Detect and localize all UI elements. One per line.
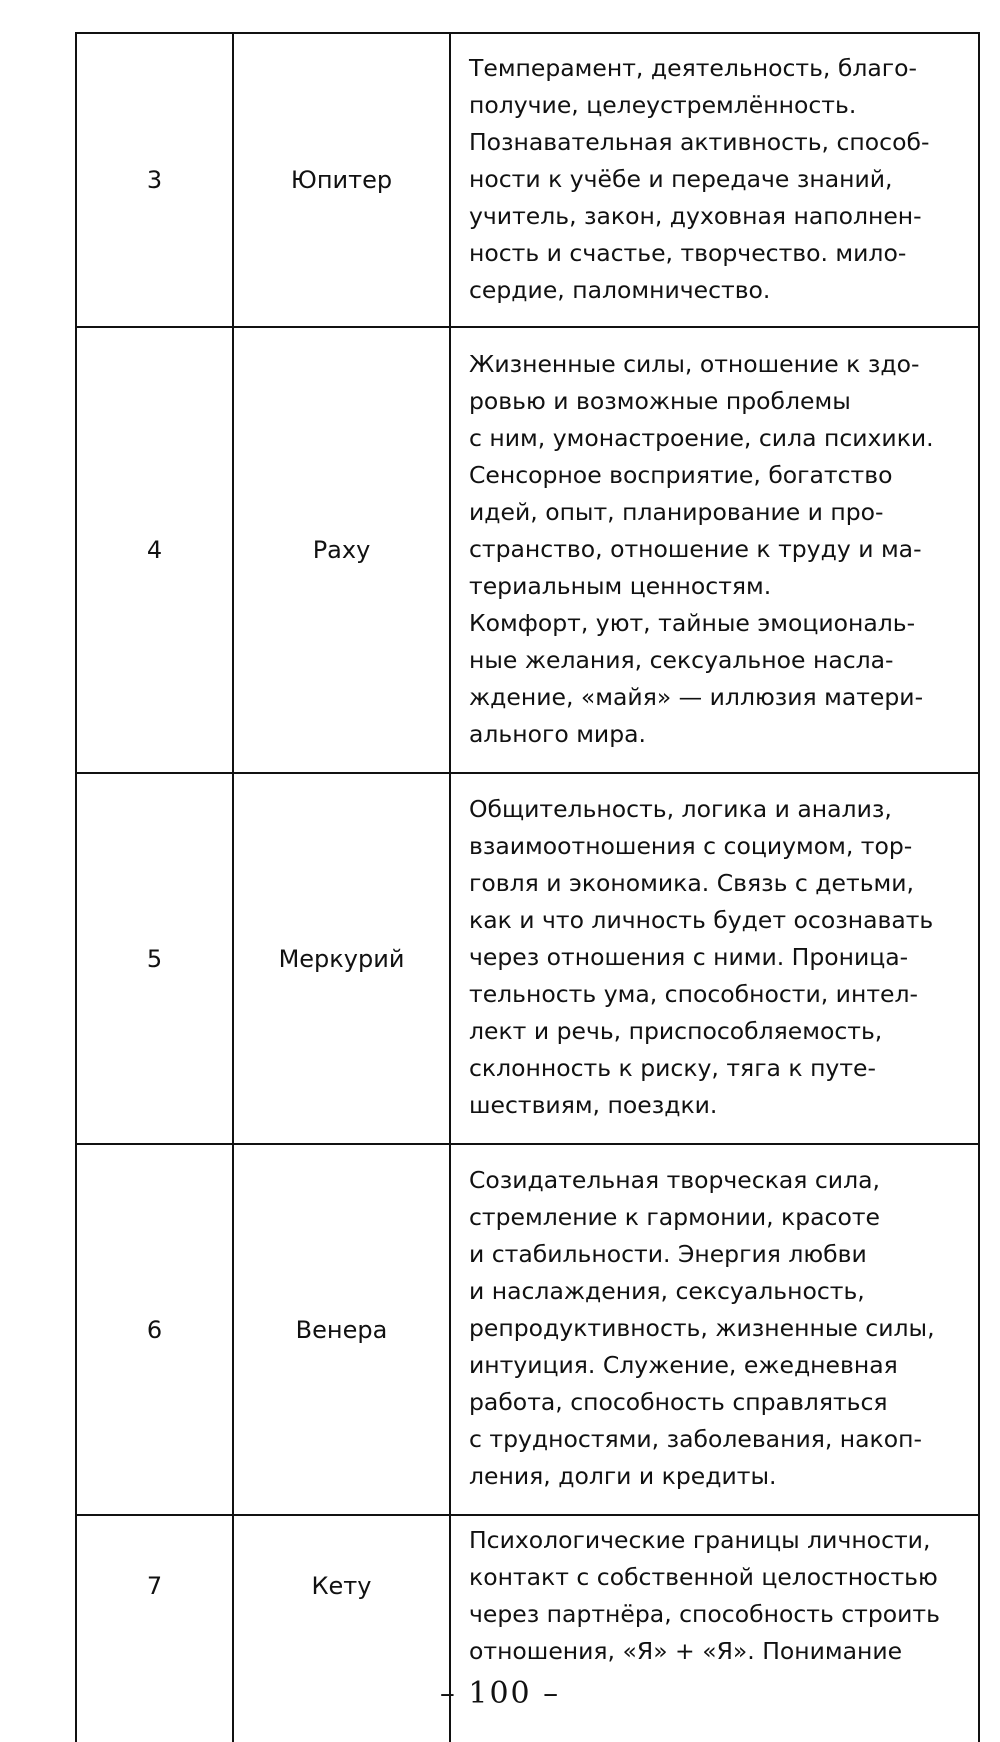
description-line: контакт с собственной целостностью	[469, 1563, 938, 1591]
description-line: через партнёра, способность строить	[469, 1600, 940, 1628]
description-line: через отношения с ними. Проница-	[469, 943, 909, 971]
planet-name: Меркурий	[233, 773, 450, 1144]
table-row	[76, 33, 979, 327]
description-line: тельность ума, способности, интел-	[469, 980, 918, 1008]
row-number: 5	[76, 773, 233, 1144]
description-line: Психологические границы личности,	[469, 1526, 931, 1554]
description-line: Сенсорное восприятие, богатство	[469, 460, 893, 489]
description-line: работа, способность справляться	[469, 1388, 888, 1416]
description-line: и стабильности. Энергия любви	[469, 1240, 867, 1268]
description-line: ности к учёбе и передаче знаний,	[469, 164, 893, 193]
description-line: и наслаждения, сексуальность,	[469, 1277, 865, 1305]
description-line: ждение, «майя» — иллюзия матери-	[469, 682, 924, 711]
description-line: склонность к риску, тяга к путе-	[469, 1054, 876, 1082]
description-line: как и что личность будет осознавать	[469, 906, 934, 934]
description-line: взаимоотношения с социумом, тор-	[469, 832, 913, 860]
description-line: сердие, паломничество.	[469, 275, 771, 304]
table-body	[76, 33, 979, 1742]
description-line: странство, отношение к труду и ма-	[469, 534, 922, 563]
description-line: отношения, «Я» + «Я». Понимание	[469, 1637, 903, 1665]
description-line: Общительность, логика и анализ,	[469, 795, 892, 823]
description-line: Познавательная активность, способ-	[469, 127, 930, 156]
description-line: говля и экономика. Связь с детьми,	[469, 869, 915, 897]
table-row	[76, 773, 979, 1144]
page-number: – 100 –	[439, 1676, 561, 1711]
planet-name: Раху	[233, 327, 450, 773]
row-number: 4	[76, 327, 233, 773]
planet-name: Венера	[233, 1144, 450, 1515]
planet-description	[450, 1144, 979, 1515]
description-line: Жизненные силы, отношение к здо-	[469, 349, 920, 378]
description-line: с ним, умонастроение, сила психики.	[469, 423, 934, 452]
planet-name: Юпитер	[233, 33, 450, 327]
description-line: с трудностями, заболевания, накоп-	[469, 1425, 922, 1453]
description-line: идей, опыт, планирование и про-	[469, 497, 884, 526]
planet-description	[450, 33, 979, 327]
planet-name: Кету	[233, 1515, 450, 1742]
description-line: Созидательная творческая сила,	[469, 1166, 880, 1194]
description-line: учитель, закон, духовная наполнен-	[469, 201, 922, 230]
description-line: получие, целеустремлённость.	[469, 90, 857, 119]
description-line: стремление к гармонии, красоте	[469, 1203, 880, 1231]
description-line: Комфорт, уют, тайные эмоциональ-	[469, 608, 916, 637]
table-row	[76, 327, 979, 773]
description-line: ность и счастье, творчество. мило-	[469, 238, 907, 267]
description-line: териальным ценностям.	[469, 571, 772, 600]
row-number: 7	[76, 1515, 233, 1742]
table-row	[76, 1144, 979, 1515]
description-line: ные желания, сексуальное насла-	[469, 645, 894, 674]
description-line: ровью и возможные проблемы	[469, 386, 851, 415]
planets-table	[75, 32, 980, 1742]
description-line: ления, долги и кредиты.	[469, 1462, 777, 1490]
planet-description	[450, 773, 979, 1144]
row-number: 3	[76, 33, 233, 327]
description-line: интуиция. Служение, ежедневная	[469, 1351, 898, 1379]
description-line: Темперамент, деятельность, благо-	[469, 53, 917, 82]
planet-description	[450, 327, 979, 773]
row-number: 6	[76, 1144, 233, 1515]
description-line: репродуктивность, жизненные силы,	[469, 1314, 935, 1342]
description-line: шествиям, поездки.	[469, 1091, 718, 1119]
description-line: лект и речь, приспособляемость,	[469, 1017, 883, 1045]
description-line: ального мира.	[469, 719, 646, 748]
